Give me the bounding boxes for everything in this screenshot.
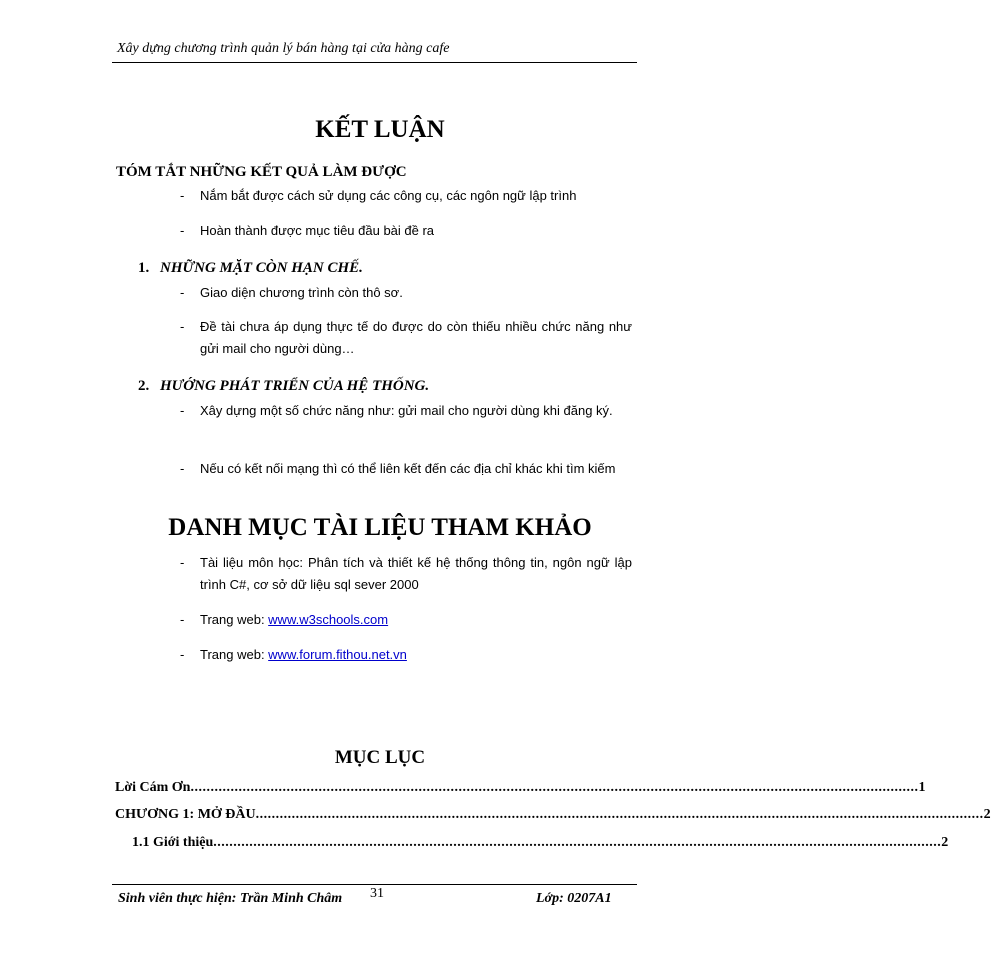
development-item-text: Nếu có kết nối mạng thì có thể liên kết đến các địa chỉ khác khi tìm kiếm — [200, 461, 616, 476]
bullet-dash: - — [180, 188, 185, 203]
summary-item-1 — [180, 185, 632, 207]
heading-number: 2. — [138, 378, 150, 394]
bullet-dash: - — [180, 647, 185, 662]
reference-prefix: Trang web: — [200, 647, 269, 662]
bullet-dash: - — [180, 223, 185, 238]
reference-item-text — [200, 609, 632, 631]
footer-student: Sinh viên thực hiện: Trần Minh Châm — [118, 891, 343, 906]
toc-page-number: 2 — [983, 807, 991, 822]
heading-text: NHỮNG MẶT CÒN HẠN CHẾ. — [160, 260, 363, 276]
toc-dot-leader: ...................................................................................................................................................................................... — [190, 780, 919, 795]
summary-item-text: Nắm bắt được cách sử dụng các công cụ, các ngôn ngữ lập trình — [200, 188, 577, 203]
summary-item-2 — [180, 220, 632, 242]
development-item-2 — [180, 458, 632, 480]
footer-page-number: 31 — [370, 886, 384, 901]
header-divider — [112, 62, 637, 63]
bullet-dash: - — [180, 555, 185, 570]
bullet-dash: - — [180, 403, 185, 418]
toc-label: 1.1 Giới thiệu — [132, 835, 214, 850]
heading-number: 1. — [138, 260, 150, 276]
toc-page-number: 2 — [941, 835, 949, 850]
bullet-dash: - — [180, 461, 185, 476]
reference-item-2 — [180, 609, 632, 631]
conclusion-title: KẾT LUẬN — [315, 116, 445, 143]
toc-row[interactable] — [115, 780, 926, 796]
heading-text: HƯỚNG PHÁT TRIỂN CỦA HỆ THỐNG. — [160, 378, 430, 394]
summary-item-text: Hoàn thành được mục tiêu đầu bài đề ra — [200, 223, 435, 238]
toc-label: CHƯƠNG 1: MỞ ĐẦU — [115, 807, 256, 822]
limitations-heading — [138, 260, 363, 277]
bullet-dash: - — [180, 612, 185, 627]
reference-item-text — [200, 644, 632, 666]
references-title: DANH MỤC TÀI LIỆU THAM KHẢO — [168, 514, 592, 541]
running-header: Xây dựng chương trình quản lý bán hàng tại cửa hàng cafe — [117, 41, 450, 56]
footer-class: Lớp: 0207A1 — [536, 891, 612, 906]
limitation-item-1 — [180, 282, 632, 304]
reference-item-3 — [180, 644, 632, 666]
toc-label: Lời Cám Ơn — [115, 780, 191, 795]
limitation-item-text: Giao diện chương trình còn thô sơ. — [200, 285, 403, 300]
w3schools-link[interactable]: www.w3schools.com — [268, 612, 389, 627]
reference-prefix: Trang web: — [200, 612, 269, 627]
development-item-text: Xây dựng một số chức năng như: gửi mail cho người dùng khi đăng ký. — [200, 403, 613, 418]
limitation-item-text: Đề tài chưa áp dụng thực tế do được do còn thiếu nhiều chức năng như gửi mail cho người dùng… — [200, 319, 632, 356]
toc-row[interactable] — [115, 807, 991, 823]
toc-row[interactable] — [132, 835, 949, 851]
bullet-dash: - — [180, 319, 185, 334]
toc-dot-leader: ...................................................................................................................................................................................... — [213, 835, 942, 850]
limitation-item-2 — [180, 316, 632, 360]
footer-divider — [112, 884, 637, 885]
bullet-dash: - — [180, 285, 185, 300]
toc-dot-leader: ...................................................................................................................................................................................... — [255, 807, 984, 822]
development-heading — [138, 378, 429, 395]
fithou-forum-link[interactable]: www.forum.fithou.net.vn — [268, 647, 407, 662]
toc-page-number: 1 — [918, 780, 926, 795]
development-item-1 — [180, 400, 632, 422]
reference-item-text: Tài liệu môn học: Phân tích và thiết kế hệ thống thông tin, ngôn ngữ lập trình C#, cơ sở dữ liệu sql sever 2000 — [200, 555, 632, 592]
reference-item-1 — [180, 552, 632, 596]
summary-heading: TÓM TẮT NHỮNG KẾT QUẢ LÀM ĐƯỢC — [116, 164, 407, 180]
toc-title: MỤC LỤC — [334, 747, 426, 768]
